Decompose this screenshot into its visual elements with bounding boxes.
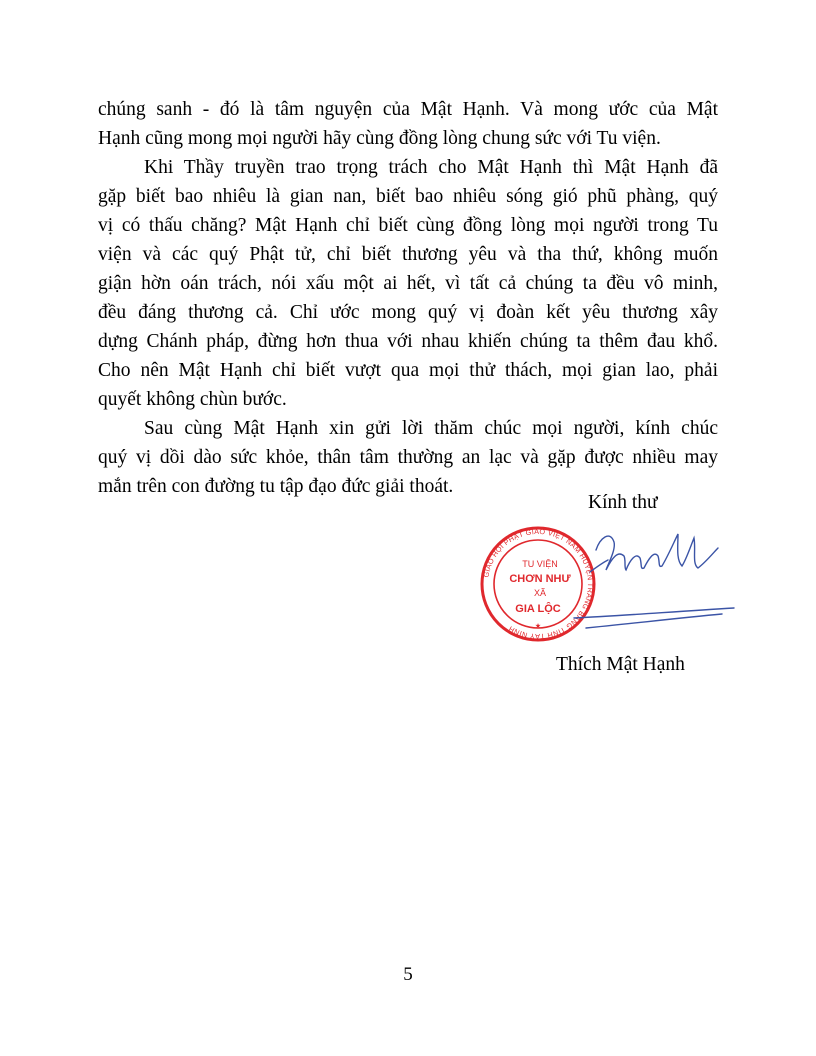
seal-ring-text: GIÁO HỘI PHẬT GIÁO VIỆT NAM HUYỆN TRẢNG BÀNG TỈNH TÂY NINH: [481, 526, 596, 642]
svg-text:★: ★: [534, 622, 542, 630]
paragraph-2: [98, 153, 718, 414]
text-line: quyết không chùn bước.: [98, 389, 287, 410]
seal-line-2: CHƠN NHƯ: [509, 573, 571, 585]
paragraph-1: [98, 95, 718, 153]
text-line: Sau cùng Mật Hạnh xin gửi lời thăm chúc mọi người, kính chúc: [144, 418, 718, 439]
seal-and-signature-graphic: [478, 520, 748, 650]
text-line: Hạnh cũng mong mọi người hãy cùng đồng lòng chung sức với Tu viện.: [98, 128, 661, 149]
text-line: mắn trên con đường tu tập đạo đức giải thoát.: [98, 476, 454, 497]
signature-block: [478, 520, 748, 650]
text-line: viện và các quý Phật tử, chỉ biết thương yêu và tha thứ, không muốn: [98, 244, 718, 265]
closing-salutation: Kính thư: [588, 492, 658, 513]
text-line: vị có thấu chăng? Mật Hạnh chỉ biết cùng đồng lòng mọi người trong Tu: [98, 215, 718, 236]
text-line: đều đáng thương cả. Chỉ ước mong quý vị đoàn kết yêu thương xây: [98, 302, 718, 323]
handwritten-signature: [574, 534, 734, 628]
seal-line-1: TU VIỆN: [522, 559, 558, 569]
text-line: quý vị dồi dào sức khỏe, thân tâm thường an lạc và gặp được nhiều may: [98, 447, 718, 468]
page-number: 5: [403, 964, 413, 985]
text-line: dựng Chánh pháp, đừng hơn thua với nhau khiến chúng ta thêm đau khổ.: [98, 331, 718, 352]
signer-name: Thích Mật Hạnh: [556, 654, 685, 675]
text-line: chúng sanh - đó là tâm nguyện của Mật Hạnh. Và mong ước của Mật: [98, 99, 718, 120]
text-line: giận hờn oán trách, nói xấu một ai hết, vì tất cả chúng ta đều vô minh,: [98, 273, 718, 294]
text-line: Cho nên Mật Hạnh chỉ biết vượt qua mọi thử thách, mọi gian lao, phải: [98, 360, 718, 381]
seal-line-4: GIA LỘC: [515, 603, 561, 615]
paragraph-3: [98, 414, 718, 501]
seal-line-3: XÃ: [533, 588, 547, 598]
document-body: [98, 95, 718, 501]
text-line: Khi Thầy truyền trao trọng trách cho Mật Hạnh thì Mật Hạnh đã: [144, 157, 718, 178]
seal-stamp: [481, 527, 595, 641]
text-line: gặp biết bao nhiêu là gian nan, biết bao nhiêu sóng gió phũ phàng, quý: [98, 186, 718, 207]
